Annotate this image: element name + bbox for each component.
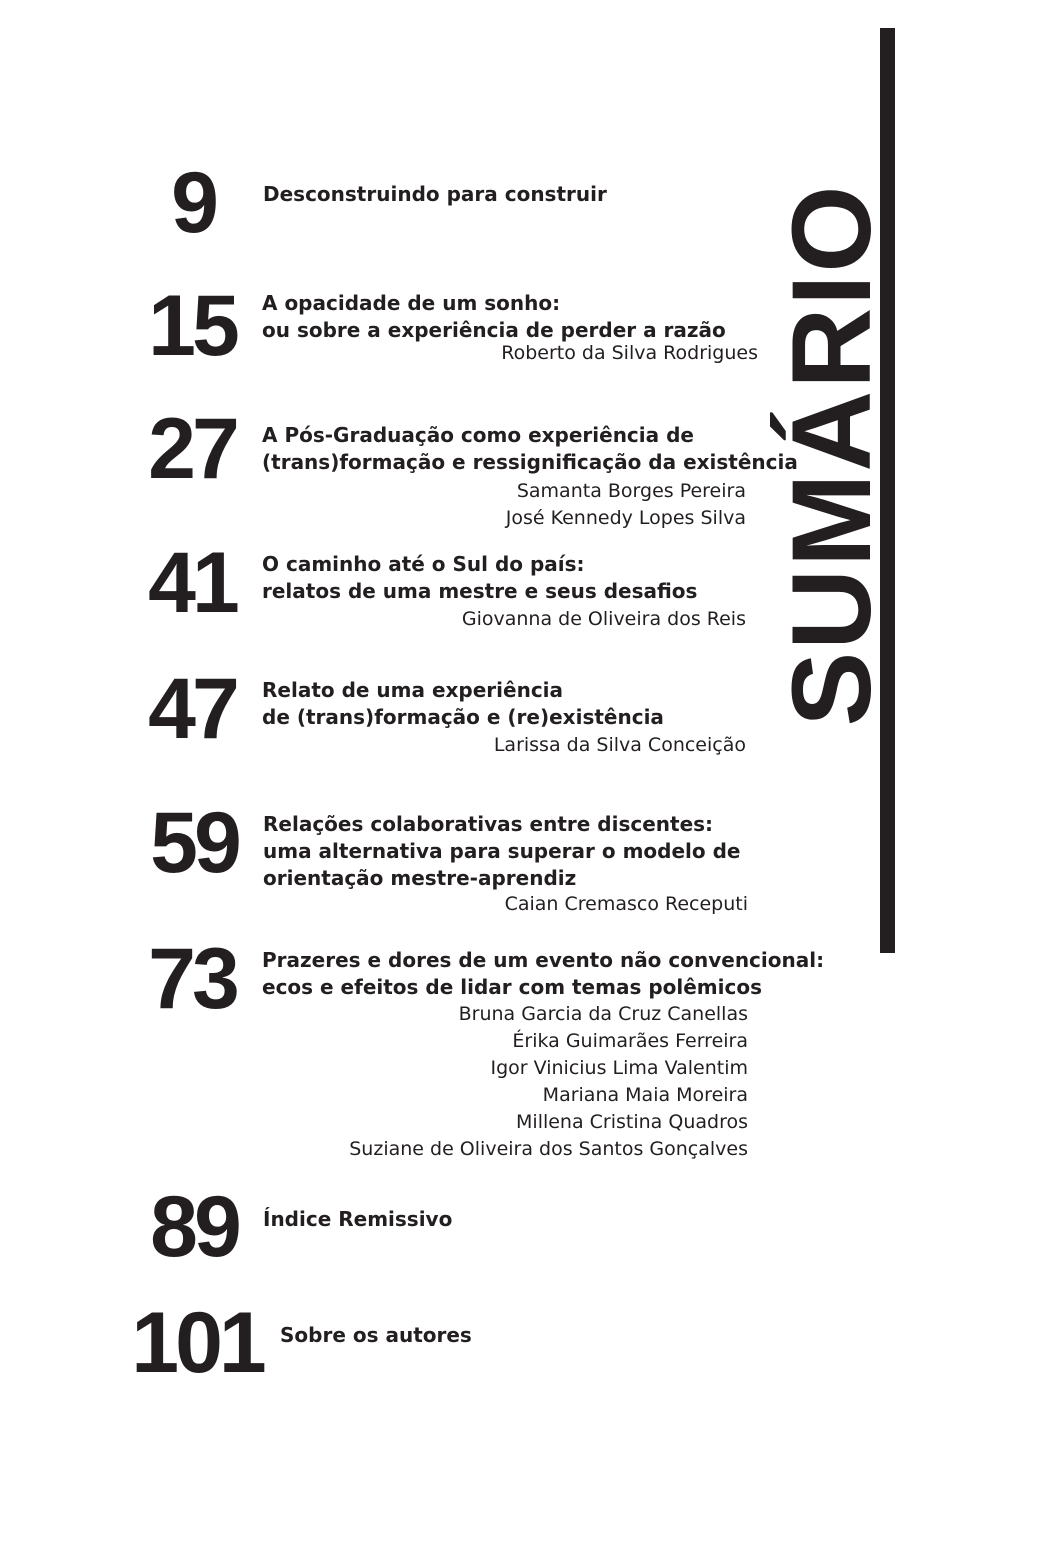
author-name: Igor Vinicius Lima Valentim [490, 1057, 748, 1079]
page-number: 9 [171, 155, 215, 251]
entry-authors [462, 606, 746, 633]
author-name: Mariana Maia Moreira [542, 1084, 748, 1106]
author-name: Roberto da Silva Rodrigues [501, 342, 758, 364]
author-name: Larissa da Silva Conceição [493, 734, 746, 756]
entry-title [262, 947, 824, 1001]
page-number: 15 [148, 278, 236, 374]
entry-title-line: A Pós-Graduação como experiência de [262, 423, 694, 447]
entry-title-line: Relações colaborativas entre discentes: [263, 812, 714, 836]
entry-title-line: Sobre os autores [280, 1323, 472, 1347]
author-name: Bruna Garcia da Cruz Canellas [458, 1003, 748, 1025]
entry-title-line: uma alternativa para superar o modelo de [263, 839, 741, 863]
author-name: Caian Cremasco Receputi [504, 893, 748, 915]
page-number: 89 [150, 1179, 238, 1275]
author-name: José Kennedy Lopes Silva [505, 507, 746, 529]
toc-heading: SUMÁRIO [769, 183, 894, 727]
author-name: Suziane de Oliveira dos Santos Gonçalves [349, 1138, 748, 1160]
entry-title [262, 422, 798, 476]
author-name: Giovanna de Oliveira dos Reis [461, 608, 746, 630]
entry-authors [501, 340, 758, 367]
entry-title [263, 811, 740, 892]
entry-title [263, 181, 607, 208]
entry-authors [494, 732, 746, 759]
entry-title-line: Índice Remissivo [263, 1207, 453, 1231]
page-number: 101 [131, 1295, 263, 1391]
entry-title-line: ecos e efeitos de lidar com temas polêmicos [262, 975, 762, 999]
entry-title [280, 1322, 472, 1349]
author-name: Millena Cristina Quadros [516, 1111, 748, 1133]
entry-title-line: Desconstruindo para construir [263, 182, 607, 206]
entry-title-line: relatos de uma mestre e seus desafios [262, 579, 698, 603]
entry-authors [349, 1001, 748, 1163]
entry-title [262, 551, 697, 605]
entry-title-line: Prazeres e dores de um evento não convencional: [262, 948, 825, 972]
entry-title-line: (trans)formação e ressignificação da existência [262, 450, 798, 474]
entry-authors [506, 478, 746, 532]
entry-title [262, 290, 726, 344]
entry-title-line: ou sobre a experiência de perder a razão [262, 318, 726, 342]
entry-title-line: orientação mestre-aprendiz [263, 866, 577, 890]
page-number: 27 [148, 401, 236, 497]
entry-title-line: de (trans)formação e (re)existência [262, 705, 664, 729]
author-name: Érika Guimarães Ferreira [512, 1030, 748, 1052]
entry-title-line: A opacidade de um sonho: [262, 291, 561, 315]
entry-authors [505, 891, 748, 918]
entry-title-line: Relato de uma experiência [262, 678, 564, 702]
page-number: 73 [148, 931, 236, 1027]
entry-title [262, 677, 664, 731]
page-number: 59 [150, 795, 238, 891]
entry-title [263, 1206, 452, 1233]
entry-title-line: O caminho até o Sul do país: [262, 552, 585, 576]
page-number: 41 [148, 535, 236, 631]
page-number: 47 [148, 661, 236, 757]
author-name: Samanta Borges Pereira [516, 480, 746, 502]
